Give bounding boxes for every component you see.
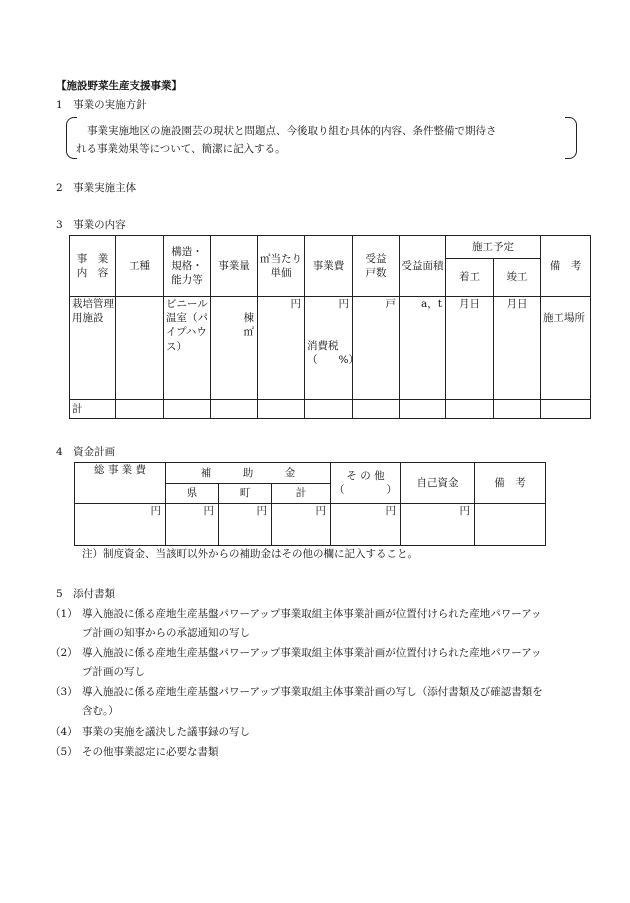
funding-total-cell: 円: [75, 504, 166, 546]
attachment-1-number: （1）: [50, 608, 78, 620]
attachment-1-line-1: 導入施設に係る産地生産基盤パワーアップ事業取組主体事業計画が位置付けられた産地パワーアッ: [82, 608, 542, 620]
policy-text-line-2: れる事業効果等について、簡潔に記入する。: [76, 143, 286, 155]
header-total-cost: 総 事 業 費: [75, 463, 166, 504]
header-content: 事 業 内 容: [70, 236, 116, 297]
attachment-2-number: （2）: [50, 647, 78, 659]
header-other: そ の 他 （ ）: [331, 463, 401, 504]
header-notes: 備 考: [541, 236, 591, 297]
attachment-3-number: （3）: [50, 686, 78, 698]
funding-notes-cell: [475, 504, 546, 546]
header-schedule: 施工予定: [446, 236, 541, 259]
header-own-funds: 自己資金: [401, 463, 475, 504]
attachment-5-line-1: その他事業認定に必要な書類: [82, 746, 219, 758]
funding-subtotal-cell: 円: [272, 504, 331, 546]
row-households: 戸: [353, 297, 400, 400]
row-cost: 円 消費税 （ %）: [305, 297, 353, 400]
policy-text-line-1: 事業実施地区の施設園芸の現状と問題点、今後取り組む具体的内容、条件整備で期待さ: [87, 125, 497, 137]
section-4-heading: 4 資金計画: [56, 446, 116, 458]
section-3-heading: 3 事業の内容: [56, 219, 126, 231]
header-subsidy-total: 計: [272, 484, 331, 504]
header-start: 着工: [446, 259, 494, 297]
right-bracket: [565, 117, 577, 159]
attachment-4-number: （4）: [50, 726, 78, 738]
funding-town-cell: 円: [219, 504, 272, 546]
header-cost: 事業費: [305, 236, 353, 297]
header-spec: 構造・ 規格・ 能力等: [164, 236, 211, 297]
header-funding-notes: 備 考: [475, 463, 546, 504]
funding-prefecture-cell: 円: [166, 504, 219, 546]
row-work-type: [116, 297, 164, 400]
section-2-heading: 2 事業実施主体: [56, 182, 137, 194]
funding-own-cell: 円: [401, 504, 475, 546]
attachment-2-line-1: 導入施設に係る産地生産基盤パワーアップ事業取組主体事業計画が位置付けられた産地パワーアッ: [82, 647, 542, 659]
project-content-table: [69, 235, 591, 419]
attachment-1-line-2: プ計画の知事からの承認通知の写し: [82, 627, 250, 639]
attachment-5-number: （5）: [50, 746, 78, 758]
header-work-type: 工種: [116, 236, 164, 297]
row-finish: 月日: [494, 297, 541, 400]
row-area: a，t: [400, 297, 446, 400]
attachment-3-line-1: 導入施設に係る産地生産基盤パワーアップ事業取組主体事業計画の写し（添付書類及び確認書類を: [82, 686, 543, 698]
header-prefecture: 県: [166, 484, 219, 504]
header-households: 受益 戸数: [353, 236, 400, 297]
row-content: 栽培管理 用施設: [70, 297, 116, 400]
row-notes: 施工場所: [541, 297, 591, 400]
section-1-heading: 1 事業の実施方針: [56, 99, 147, 111]
header-quantity: 事業量: [211, 236, 258, 297]
row-spec: ビニール 温室（パ イプハウ ス）: [164, 297, 211, 400]
row-start: 月日: [446, 297, 494, 400]
row-quantity: 棟 ㎡: [211, 297, 258, 400]
attachment-4-line-1: 事業の実施を議決した議事録の写し: [82, 726, 250, 738]
funding-other-cell: 円: [331, 504, 401, 546]
funding-plan-table: [74, 462, 546, 546]
header-unit-price: ㎡当たり 単価: [258, 236, 305, 297]
header-town: 町: [219, 484, 272, 504]
total-label: 計: [70, 400, 116, 419]
attachment-3-line-2: 含む。）: [82, 705, 119, 717]
row-unit-price: 円: [258, 297, 305, 400]
header-finish: 竣工: [494, 259, 541, 297]
document-title: 【施設野菜生産支援事業】: [56, 80, 182, 92]
funding-note: 注）制度資金、当該町以外からの補助金はその他の欄に記入すること。: [82, 548, 418, 560]
section-5-heading: 5 添付書類: [56, 588, 116, 600]
header-subsidy: 補 助 金: [166, 463, 331, 484]
attachment-2-line-2: プ計画の写し: [82, 666, 145, 678]
header-area: 受益面積: [400, 236, 446, 297]
